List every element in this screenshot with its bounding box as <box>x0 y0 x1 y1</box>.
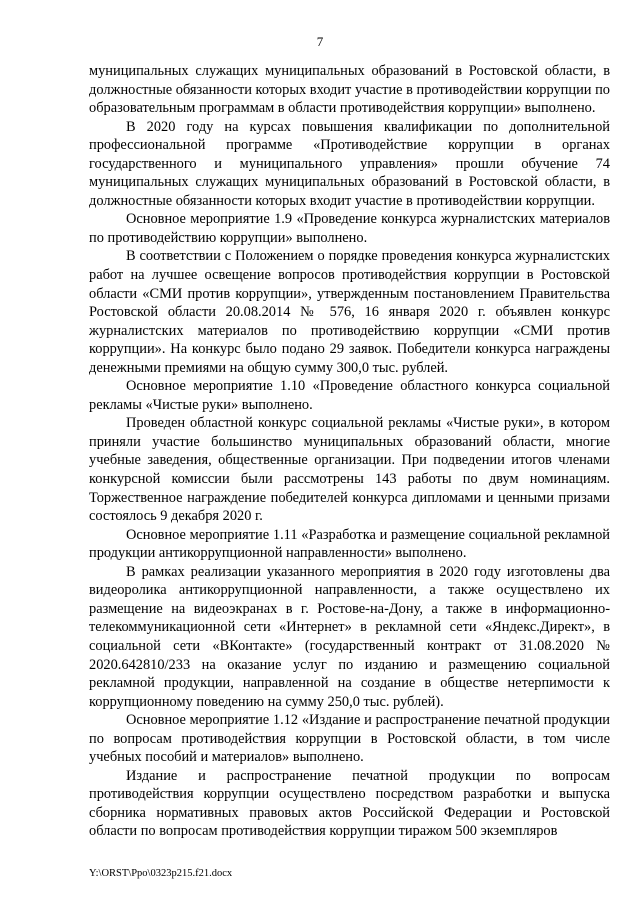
body-text <box>89 62 610 841</box>
paragraph: В рамках реализации указанного мероприятия в 2020 году изготовлены два видеоролика антикоррупционной направленности, а также осуществлено их размещение на видеоэкранах в г. Ростове-на-Дону, а также в информационно-телекоммуникационной сети «Интернет» в рекламной сети «Яндекс.Директ», в социальной сети «ВКонтакте» (государственный контракт от 31.08.2020 № 2020.642810/233 на оказание услуг по изданию и размещению социальной рекламной продукции, направленной на создание в обществе нетерпимости к коррупционному поведению на сумму 250,0 тыс. рублей). <box>89 563 610 710</box>
paragraph: Проведен областной конкурс социальной рекламы «Чистые руки», в котором приняли участие большинство муниципальных образований области, многие учебные заведения, общественные организации. При подведении итогов членами конкурсной комиссии были рассмотрены 143 работы по двум номинациям. Торжественное награждение победителей конкурса дипломами и ценными призами состоялось 9 декабря 2020 г. <box>89 415 610 525</box>
page-number: 7 <box>316 34 324 49</box>
paragraph: В соответствии с Положением о порядке проведения конкурса журналистских работ на лучшее освещение вопросов противодействия коррупции в Ростовской области «СМИ против коррупции», утвержденным постановлением Правительства Ростовской области 20.08.2014 № 576, 16 января 2020 г. объявлен конкурс журналистских материалов по противодействию коррупции «СМИ против коррупции». На конкурс было подано 29 заявок. Победители конкурса награждены денежными премиями на общую сумму 300,0 тыс. рублей. <box>89 248 610 376</box>
footer-file-path: Y:\ORST\Ppo\0323p215.f21.docx <box>89 868 233 879</box>
paragraph-continuation: муниципальных служащих муниципальных образований в Ростовской области, в должностные обязанности которых входит участие в противодействии коррупции по образовательным программам в области противодействия коррупции» выполнено. <box>89 63 610 117</box>
paragraph: Основное мероприятие 1.11 «Разработка и размещение социальной рекламной продукции антикоррупционной направленности» выполнено. <box>89 526 610 562</box>
paragraph: Основное мероприятие 1.9 «Проведение конкурса журналистских материалов по противодействию коррупции» выполнено. <box>89 211 610 246</box>
paragraph: Основное мероприятие 1.12 «Издание и распространение печатной продукции по вопросам противодействия коррупции в Ростовской области, в том числе учебных пособий и материалов» выполнено. <box>89 712 610 766</box>
paragraph: Основное мероприятие 1.10 «Проведение областного конкурса социальной рекламы «Чистые руки» выполнено. <box>89 378 610 413</box>
paragraph: Издание и распространение печатной продукции по вопросам противодействия коррупции осуществлено посредством разработки и выпуска сборника нормативных правовых актов Российской Федерации и Ростовской области по вопросам противодействия коррупции тиражом 500 экземпляров <box>89 767 610 840</box>
paragraph: В 2020 году на курсах повышения квалификации по дополнительной профессиональной программе «Противодействие коррупции в органах государственного и муниципального управления» прошли обучение 74 муниципальных служащих муниципальных образований в Ростовской области, в должностные обязанности которых входит участие в противодействии коррупции. <box>89 118 610 209</box>
